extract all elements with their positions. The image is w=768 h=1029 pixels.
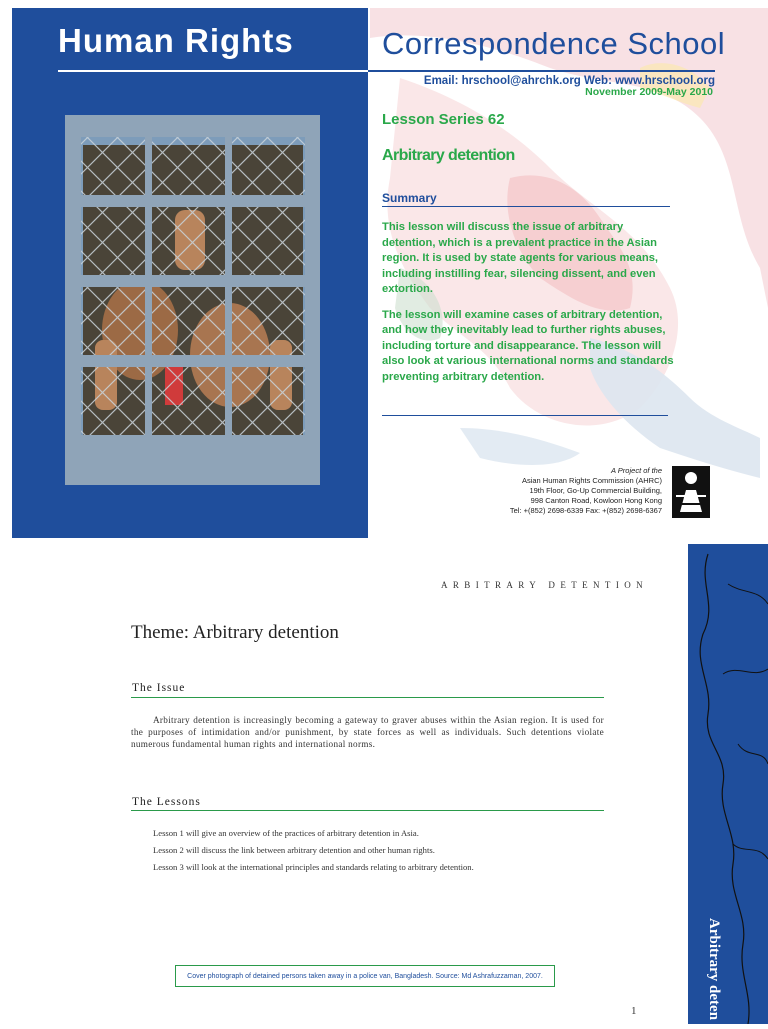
ahrc-logo-icon <box>672 466 710 518</box>
course-dates: November 2009-May 2010 <box>585 86 713 98</box>
phone-fax: Tel: +(852) 2698-6339 Fax: +(852) 2698-6367 <box>509 506 662 515</box>
summary-paragraph-2: The lesson will examine cases of arbitrary detention, and how they inevitably lead to further rights abuses, including torture and disappearance. The lesson will also look at various international norms and standards preventing arbitrary detention. <box>382 308 674 383</box>
summary-paragraph-1: This lesson will discuss the issue of arbitrary detention, which is a prevalent practice in the Asian region. It is used by state agents for various means, including instilling fear, silencing dissent, and even extortion. <box>382 221 659 295</box>
contact-info: Email: hrschool@ahrchk.org Web: www.hrschool.org <box>423 75 715 87</box>
issue-heading: The Issue <box>132 682 186 694</box>
cover-photo <box>65 115 320 485</box>
photo-caption: Cover photograph of detained persons taken away in a police van, Bangladesh. Source: Md Ashrafuzzaman, 2007. <box>175 965 555 987</box>
project-intro: A Project of the <box>611 466 662 475</box>
side-blue-strip <box>688 544 768 1024</box>
address-line-1: 19th Floor, Go-Up Commercial Building, <box>529 486 662 495</box>
page-title: Theme: Arbitrary detention <box>131 622 339 643</box>
issue-rule <box>131 697 604 698</box>
address-line-2: 998 Canton Road, Kowloon Hong Kong <box>530 496 662 505</box>
summary-body <box>382 220 674 395</box>
issue-paragraph: Arbitrary detention is increasingly becoming a gateway to graver abuses within the Asian region. It is used for the purposes of intimidation and/or punishment, by state forces as well as individuals. Such detentions violate numerous fundamental human rights and international norms. <box>131 715 604 749</box>
project-info <box>480 466 662 516</box>
lessons-list <box>153 828 593 879</box>
title-correspondence-school: Correspondence School <box>382 26 726 61</box>
summary-heading: Summary <box>382 191 437 205</box>
lesson-item: Lesson 1 will give an overview of the practices of arbitrary detention in Asia. <box>153 828 419 838</box>
summary-end-rule <box>382 415 668 416</box>
title-underline-white <box>58 70 368 72</box>
lesson-item: Lesson 2 will discuss the link between arbitrary detention and other human rights. <box>153 845 435 855</box>
summary-rule <box>382 206 670 207</box>
lesson-series: Lesson Series 62 <box>382 111 505 128</box>
title-human-rights: Human Rights <box>58 22 294 59</box>
lessons-heading: The Lessons <box>132 796 201 808</box>
detainees-photo-illustration <box>65 115 320 485</box>
lesson-title: Arbitrary detention <box>382 147 515 164</box>
running-head: ARBITRARY DETENTION <box>441 580 649 590</box>
lesson-item: Lesson 3 will look at the international principles and standards relating to arbitrary detention. <box>153 862 474 872</box>
lessons-rule <box>131 810 604 811</box>
page-number: 1 <box>631 1005 637 1017</box>
inner-page <box>0 540 768 1024</box>
side-title: Arbitrary deten <box>706 918 722 1021</box>
side-map-outline <box>688 544 768 1024</box>
project-org: Asian Human Rights Commission (AHRC) <box>521 476 662 485</box>
